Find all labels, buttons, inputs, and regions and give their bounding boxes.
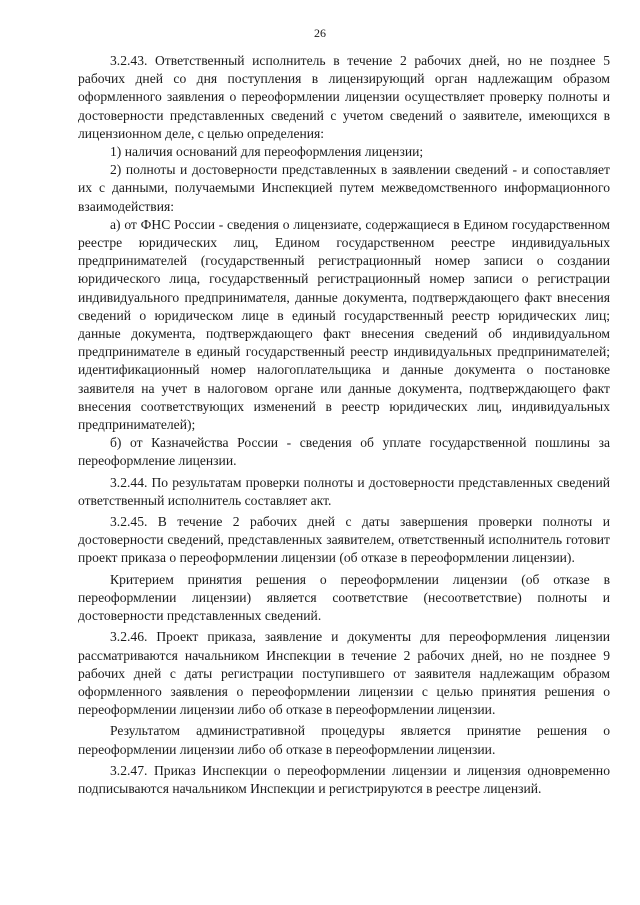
paragraph-item-1: 1) наличия оснований для переоформления лицензии; [110, 144, 424, 160]
paragraph-3-2-47: 3.2.47. Приказ Инспекции о переоформлении лицензии и лицензия одновременно подписываются начальником Инспекции и регистрируются в реестре лицензий. [78, 762, 610, 796]
paragraph-item-a: а) от ФНС России - сведения о лицензиате, содержащиеся в Едином государственном реестре юридических лиц, Едином государственном реестре индивидуальных предпринимателей (государственный регистрационный номер записи о создании юридического лица, государственный регистрационный номер записи о регистрации индивидуального предпринимателя, данные документа, подтверждающего факт внесения сведений о юридическом лице в единый государственный реестр юридических лиц; данные документа, подтверждающего факт внесения сведений об индивидуальном предпринимателе в единый государственный реестр индивидуальных предпринимателей; идентификационный номер налогоплательщика и данные документа о постановке заявителя на учет в налоговом органе или данные документа, подтверждающего факт внесения соответствующих изменений в реестр юридических лиц, индивидуальных предпринимателей); [78, 216, 610, 433]
paragraph-3-2-45: 3.2.45. В течение 2 рабочих дней с даты завершения проверки полноты и достоверности сведений, представленных заявителем, ответственный исполнитель готовит проект приказа о переоформлении лицензии (об отказе в переоформлении лицензии). [78, 514, 610, 566]
paragraph-item-b: б) от Казначейства России - сведения об уплате государственной пошлины за переоформление лицензии. [78, 435, 610, 469]
paragraph-criterion: Критерием принятия решения о переоформлении лицензии (об отказе в переоформлении лицензии) является соответствие (несоответствие) полноты и достоверности представленных сведений. [78, 571, 610, 624]
page-number: 26 [314, 26, 326, 40]
paragraph-3-2-44: 3.2.44. По результатам проверки полноты и достоверности представленных сведений ответственный исполнитель составляет акт. [78, 474, 610, 508]
document-body [78, 52, 610, 798]
paragraph-item-2: 2) полноты и достоверности представленных в заявлении сведений - и сопоставляет их с данными, получаемыми Инспекцией путем межведомственного информационного взаимодействия: [78, 162, 610, 214]
paragraph-result: Результатом административной процедуры является принятие решения о переоформлении лицензии либо об отказе в переоформлении лицензии. [78, 723, 610, 757]
paragraph-3-2-46: 3.2.46. Проект приказа, заявление и документы для переоформления лицензии рассматриваются начальником Инспекции в течение 2 рабочих дней, но не позднее 9 рабочих дней с даты регистрации поступившего от заявителя надлежащим образом оформленного заявления о переоформлении лицензии с целью принятия решения о переоформлении лицензии либо об отказе в переоформлении лицензии. [78, 629, 610, 718]
paragraph-3-2-43: 3.2.43. Ответственный исполнитель в течение 2 рабочих дней, но не позднее 5 рабочих дней со дня поступления в лицензирующий орган надлежащим образом оформленного заявления о переоформлении лицензии осуществляет проверку полноты и достоверности представленных сведений с учетом сведений о заявителе, имеющихся в лицензионном деле, с целью определения: [78, 53, 610, 141]
